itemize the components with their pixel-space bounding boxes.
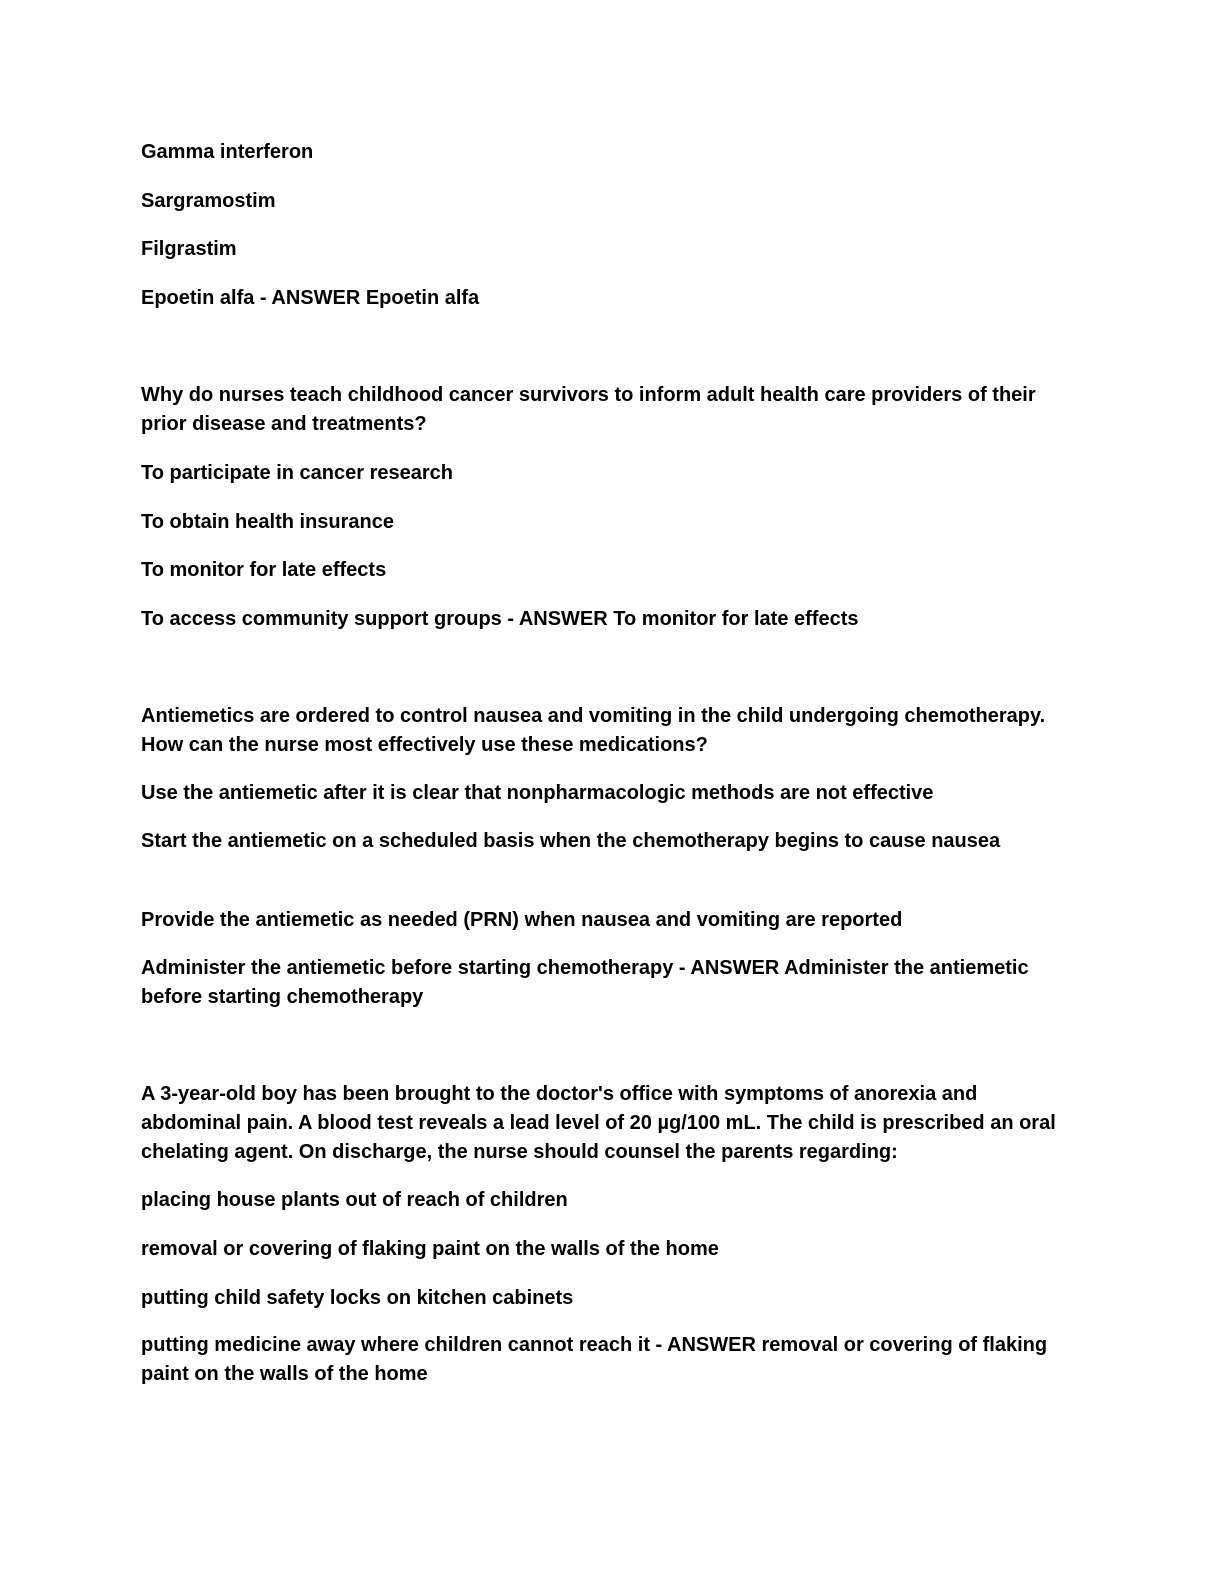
option-scheduled-basis: Start the antiemetic on a scheduled basis when the chemotherapy begins to cause nausea [141,830,1001,852]
option-after-nonpharmacologic: Use the antiemetic after it is clear that nonpharmacologic methods are not effective [141,782,934,804]
option-late-effects: To monitor for late effects [141,559,387,581]
option-before-chemo-answer: Administer the antiemetic before starting chemotherapy - ANSWER Administer the antiemetic before starting chemotherapy [141,957,1029,1008]
option-epoetin-answer: Epoetin alfa - ANSWER Epoetin alfa [141,287,480,309]
option-health-insurance: To obtain health insurance [141,511,394,533]
option-sargramostim: Sargramostim [141,190,276,212]
question-survivors: Why do nurses teach childhood cancer survivors to inform adult health care providers of their prior disease and treatments? [141,384,1036,435]
question-antiemetics: Antiemetics are ordered to control nausea and vomiting in the child undergoing chemotherapy. How can the nurse most effectively use these medications? [141,705,1046,756]
option-safety-locks: putting child safety locks on kitchen cabinets [141,1287,574,1309]
option-medicine-away-answer: putting medicine away where children cannot reach it - ANSWER removal or covering of flaking paint on the walls of the home [141,1334,1048,1385]
option-house-plants: placing house plants out of reach of children [141,1189,568,1211]
option-filgrastim: Filgrastim [141,238,237,260]
option-prn: Provide the antiemetic as needed (PRN) when nausea and vomiting are reported [141,909,903,931]
question-lead-level: A 3-year-old boy has been brought to the doctor's office with symptoms of anorexia and abdominal pain. A blood test reveals a lead level of 20 µg/100 mL. The child is prescribed an oral chelating agent. On discharge, the nurse should counsel the parents regarding: [141,1083,1056,1163]
option-gamma-interferon: Gamma interferon [141,141,314,163]
option-flaking-paint: removal or covering of flaking paint on the walls of the home [141,1238,719,1260]
option-cancer-research: To participate in cancer research [141,462,453,484]
option-support-groups-answer: To access community support groups - ANSWER To monitor for late effects [141,608,859,630]
